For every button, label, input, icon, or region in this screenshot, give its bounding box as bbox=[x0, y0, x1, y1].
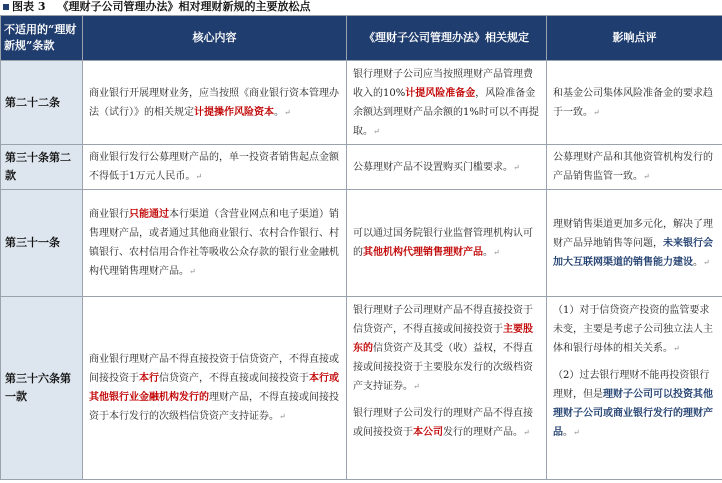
text-run: 。 bbox=[483, 247, 493, 258]
related-rule-cell bbox=[347, 145, 547, 190]
return-mark-icon: ↵ bbox=[643, 172, 650, 181]
rule-paragraph bbox=[353, 301, 540, 396]
table-row bbox=[1, 297, 722, 480]
text-run: 商业银行发行公募理财产品的，单一投资者销售起点金额不得低于1万元人民币。 bbox=[89, 152, 339, 182]
header-impact-comment: 影响点评 bbox=[547, 16, 722, 61]
core-content-cell bbox=[83, 190, 347, 297]
text-run: 信贷资产及其受（收）益权，不得直接或间接投资于主要股东发行的次级档资产支持证券。 bbox=[353, 343, 533, 392]
text-run: （1）对于信贷资产投资的监管要求未变，主要是考虑子公司独立法人主体和银行母体的相关关系。 bbox=[553, 305, 713, 354]
return-mark-icon: ↵ bbox=[703, 257, 710, 267]
return-mark-icon: ↵ bbox=[523, 428, 530, 437]
return-mark-icon: ↵ bbox=[195, 172, 203, 181]
text-run: 本行渠道（含营业网点和电子渠道）销售理财产品，或者通过其他商业银行、农村合作银行、村镇银行、农村信用合作社等吸收公众存款的银行业金融机构代理销售理财产品。 bbox=[89, 209, 339, 277]
row-label: 第二十二条 bbox=[1, 61, 83, 145]
text-run: 银行理财子公司理财产品不得直接投资于信贷资产，不得直接或间接投资于 bbox=[353, 305, 533, 335]
table-row bbox=[1, 61, 722, 145]
header-inapplicable-clause: 不适用的“理财新规”条款 bbox=[1, 16, 83, 61]
core-content-cell bbox=[83, 145, 347, 190]
return-mark-icon: ↵ bbox=[673, 344, 680, 353]
related-rule-cell bbox=[347, 61, 547, 145]
comment-paragraph bbox=[553, 301, 716, 358]
text-run: 理财销售渠道更加多元化，解决了理财产品异地销售等问题， bbox=[553, 218, 713, 249]
return-mark-icon: ↵ bbox=[279, 412, 286, 421]
row-label: 第三十条第二款 bbox=[1, 145, 83, 190]
text-run: 商业银行开展理财业务，应当按照《商业银行资本管理办法（试行）》的相关规定 bbox=[89, 87, 339, 118]
text-run: 理财产品，不得直接或间接投资于本行发行的次级档信贷资产支持证券。 bbox=[89, 392, 339, 422]
text-run: 公募理财产品和其他资管机构发行的产品销售监管一致。 bbox=[553, 152, 713, 182]
text-run: 发行的理财产品。 bbox=[443, 427, 523, 438]
caption-label: 图表 3 bbox=[12, 0, 46, 13]
comparison-table bbox=[0, 15, 722, 480]
return-mark-icon: ↵ bbox=[189, 267, 196, 276]
emphasis-text: 主要股东的 bbox=[353, 324, 533, 354]
text-run: 银行理财子公司应当按照理财产品管理费收入的10% bbox=[353, 68, 533, 99]
emphasis-text: 本行或其他银行业金融机构发行的 bbox=[89, 373, 339, 403]
table-row bbox=[1, 145, 722, 190]
emphasis-text: 理财子公司可以投资其他理财子公司或商业银行发行的理财产品 bbox=[553, 389, 713, 438]
table-row bbox=[1, 190, 722, 297]
text-run: ，风险准备金余额达到理财产品余额的1%时可以不再提取。 bbox=[353, 87, 539, 137]
text-run: 和基金公司集体风险准备金的要求趋于一致。 bbox=[553, 87, 713, 118]
emphasis-text: 只能通过 bbox=[129, 209, 169, 220]
emphasis-text: 计提操作风险资本 bbox=[194, 106, 274, 118]
core-content-cell bbox=[83, 297, 347, 480]
impact-comment-cell bbox=[547, 190, 722, 297]
text-run: 商业银行 bbox=[89, 209, 129, 220]
text-run: 公募理财产品不设置购买门槛要求。 bbox=[353, 161, 513, 173]
emphasis-text: 计提风险准备金 bbox=[405, 87, 476, 99]
text-run: 。 bbox=[563, 427, 573, 438]
return-mark-icon: ↵ bbox=[493, 248, 500, 257]
text-run: （2）过去银行理财不能再投资银行理财，但是 bbox=[553, 370, 710, 400]
emphasis-text: 未来银行会加大互联网渠道的销售能力建设 bbox=[553, 237, 713, 268]
return-mark-icon: ↵ bbox=[284, 107, 291, 117]
return-mark-icon: ↵ bbox=[573, 428, 580, 437]
related-rule-cell bbox=[347, 190, 547, 297]
row-label: 第三十一条 bbox=[1, 190, 83, 297]
comment-paragraph bbox=[553, 366, 716, 442]
square-bullet-icon bbox=[3, 4, 9, 10]
header-related-rule: 《理财子公司管理办法》相关规定 bbox=[347, 16, 547, 61]
impact-comment-cell bbox=[547, 61, 722, 145]
emphasis-text: 其他机构代理销售理财产品 bbox=[363, 247, 483, 258]
text-run: 信贷资产，不得直接或间接投资于 bbox=[159, 373, 309, 384]
emphasis-text: 本公司 bbox=[413, 427, 443, 438]
return-mark-icon: ↵ bbox=[413, 382, 420, 391]
row-label: 第三十六条第一款 bbox=[1, 297, 83, 480]
caption-title: 《理财子公司管理办法》相对理财新规的主要放松点 bbox=[57, 0, 311, 13]
rule-paragraph bbox=[353, 404, 540, 442]
table-caption bbox=[2, 0, 720, 14]
related-rule-cell bbox=[347, 297, 547, 480]
impact-comment-cell bbox=[547, 145, 722, 190]
text-run: 银行理财子公司发行的理财产品不得直接或间接投资于 bbox=[353, 408, 533, 438]
return-mark-icon: ↵ bbox=[593, 107, 600, 117]
text-run: 。 bbox=[274, 106, 284, 118]
table-header-row bbox=[1, 16, 722, 61]
text-run: 商业银行理财产品不得直接投资于信贷资产，不得直接或间接投资于 bbox=[89, 354, 339, 384]
text-run: 可以通过国务院银行业监督管理机构认可的 bbox=[353, 228, 533, 258]
return-mark-icon: ↵ bbox=[513, 162, 520, 172]
text-run: 。 bbox=[693, 256, 703, 268]
return-mark-icon: ↵ bbox=[373, 126, 380, 136]
emphasis-text: 本行 bbox=[139, 373, 159, 384]
header-core-content: 核心内容 bbox=[83, 16, 347, 61]
core-content-cell bbox=[83, 61, 347, 145]
impact-comment-cell bbox=[547, 297, 722, 480]
